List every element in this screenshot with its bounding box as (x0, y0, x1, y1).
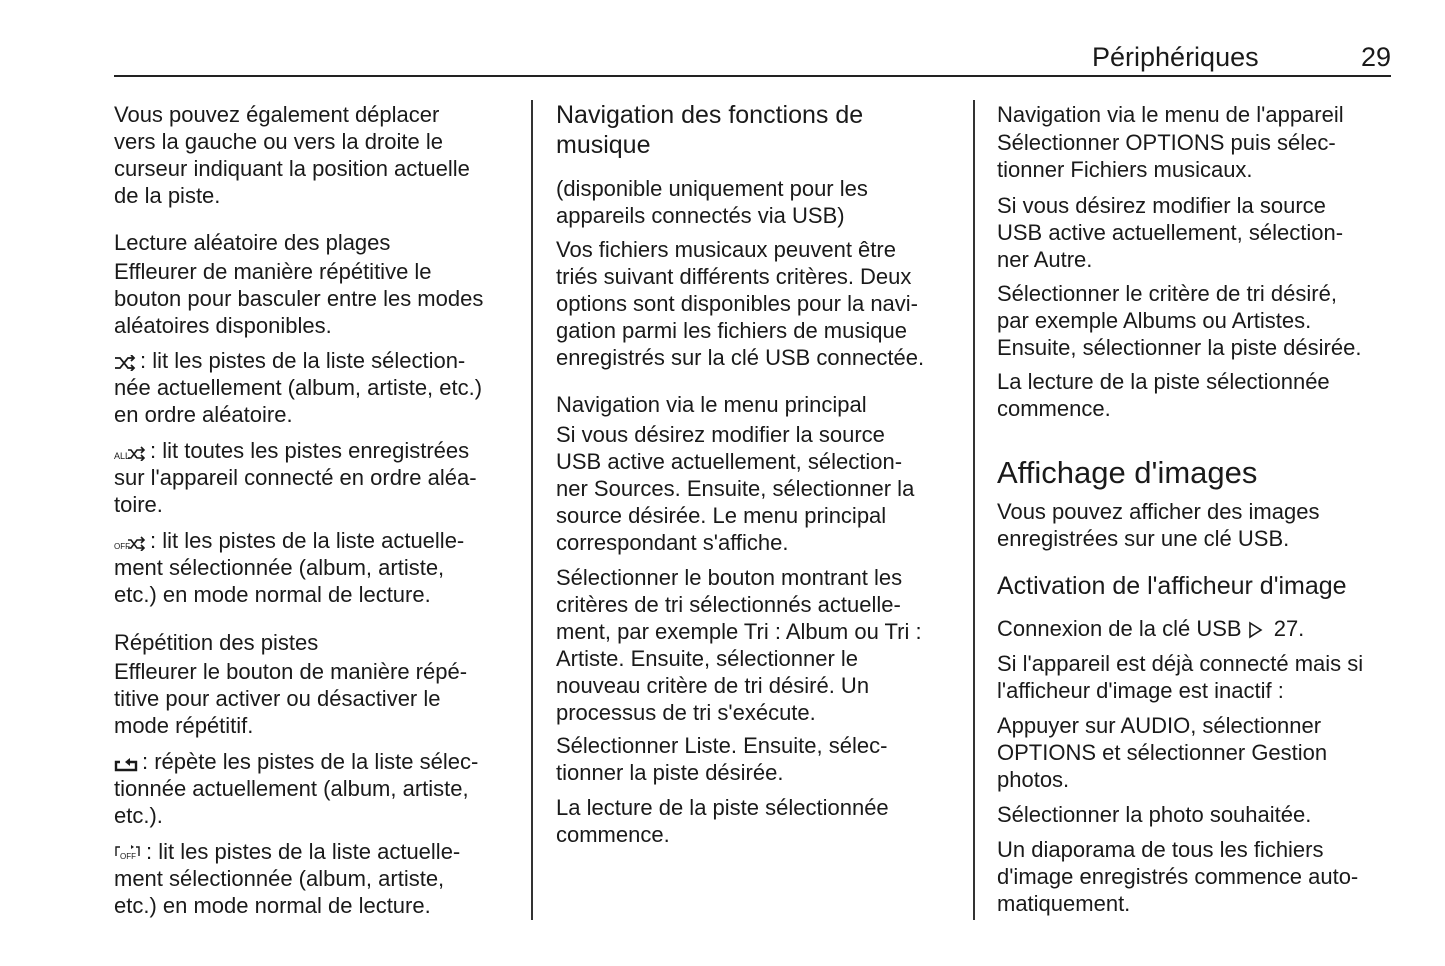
paragraph (114, 101, 470, 209)
line-text: enregistrées sur une clé USB. (997, 526, 1290, 551)
text-line (997, 307, 1361, 334)
text-line (114, 802, 478, 829)
line-text: OPTIONS et sélectionner Gestion (997, 740, 1328, 765)
line-text: enregistrés sur la clé USB connectée. (556, 345, 925, 370)
column-divider (973, 100, 975, 920)
text-line (114, 258, 483, 285)
text-line (997, 368, 1330, 395)
line-text: Sélectionner le bouton montrant les (556, 565, 903, 590)
line-text: options sont disponibles pour la navi- (556, 291, 919, 316)
paragraph-shuffle (114, 347, 482, 428)
paragraph-repeat (114, 748, 478, 829)
text-line (114, 437, 477, 464)
text-line (114, 312, 483, 339)
text-line (997, 280, 1361, 307)
text-line (556, 475, 914, 502)
repeat-icon (114, 751, 138, 778)
shuffle-off-icon (114, 530, 146, 557)
text-line (556, 794, 889, 821)
paragraph (556, 732, 887, 786)
text-line (556, 759, 887, 786)
line-text: etc.) en mode normal de lecture. (114, 582, 431, 607)
text-line (114, 401, 482, 428)
paragraph (997, 836, 1358, 917)
line-text: (disponible uniquement pour les (556, 176, 868, 201)
paragraph (997, 192, 1343, 273)
line-text: : lit les pistes de la liste actuelle- (150, 528, 465, 553)
text-line (556, 699, 922, 726)
line-text: aléatoires disponibles. (114, 313, 332, 338)
line-text: commence. (997, 396, 1111, 421)
paragraph (997, 650, 1363, 704)
paragraph (556, 564, 922, 726)
line-text: Artiste. Ensuite, sélectionner le (556, 646, 859, 671)
page-reference-link[interactable]: 27. (1267, 616, 1305, 641)
line-text: tionnée actuellement (album, artiste, (114, 776, 469, 801)
text-line (556, 564, 922, 591)
svg-text:ALL: ALL (114, 451, 131, 461)
paragraph (997, 498, 1319, 552)
line-text: ment sélectionnée (album, artiste, (114, 866, 445, 891)
line-text: gation parmi les fichiers de musique (556, 318, 907, 343)
text-line (997, 246, 1343, 273)
line-text: en ordre aléatoire. (114, 402, 293, 427)
text-line (997, 334, 1361, 361)
paragraph-shuffle-off (114, 527, 464, 608)
paragraph (997, 280, 1361, 361)
text-line (997, 615, 1304, 642)
line-text: par exemple Albums ou Artistes. (997, 308, 1312, 333)
text-line (997, 498, 1319, 525)
text-line (997, 836, 1358, 863)
text-line (556, 202, 868, 229)
line-text: mode répétitif. (114, 713, 254, 738)
repeat-off-icon (114, 841, 142, 868)
text-line (556, 732, 887, 759)
line-text: Si vous désirez modifier la source (997, 193, 1326, 218)
cross-reference-arrow-icon[interactable] (1242, 618, 1264, 645)
text-line (114, 581, 464, 608)
line-text: Connexion de la clé USB (997, 616, 1242, 641)
text-line (556, 130, 863, 160)
text-line (556, 448, 914, 475)
page-number: 29 (1360, 42, 1391, 72)
text-line (997, 525, 1319, 552)
line-text: Sélectionner Liste. Ensuite, sélec- (556, 733, 888, 758)
text-line (997, 101, 1344, 128)
line-text: ner Sources. Ensuite, sélectionner la (556, 476, 915, 501)
paragraph (556, 421, 914, 556)
text-line (114, 629, 318, 656)
line-text: ment sélectionnée (album, artiste, (114, 555, 445, 580)
paragraph (114, 658, 467, 739)
text-line (556, 672, 922, 699)
text-line (556, 529, 914, 556)
line-text: Effleurer de manière répétitive le (114, 259, 432, 284)
text-line (114, 775, 478, 802)
text-line (997, 677, 1363, 704)
subheading-device-menu (997, 101, 1344, 128)
text-line (114, 182, 470, 209)
line-text: Vos fichiers musicaux peuvent être (556, 237, 896, 262)
line-text: Vous pouvez afficher des images (997, 499, 1320, 524)
text-line (997, 455, 1257, 491)
subheading-main-menu (556, 391, 867, 418)
text-line (556, 236, 924, 263)
line-text: bouton pour basculer entre les modes (114, 286, 484, 311)
line-text: La lecture de la piste sélectionnée (997, 369, 1330, 394)
line-text: Sélectionner la photo souhaitée. (997, 802, 1312, 827)
paragraph (997, 801, 1311, 828)
line-text: : lit les pistes de la liste actuelle- (146, 839, 461, 864)
text-line (997, 863, 1358, 890)
line-text: Affichage d'images (997, 455, 1258, 490)
line-text: source désirée. Le menu principal (556, 503, 887, 528)
line-text: La lecture de la piste sélectionnée (556, 795, 889, 820)
section-title: Périphériques (1092, 42, 1259, 72)
line-text: USB active actuellement, sélection- (556, 449, 903, 474)
line-text: Effleurer le bouton de manière répé- (114, 659, 468, 684)
subheading-shuffle (114, 229, 390, 256)
line-text: l'afficheur d'image est inactif : (997, 678, 1284, 703)
text-line (114, 554, 464, 581)
line-text: Navigation des fonctions de (556, 101, 864, 129)
subheading-activation (997, 571, 1347, 601)
text-line (114, 838, 460, 865)
text-line (997, 766, 1327, 793)
line-text: ment, par exemple Tri : Album ou Tri : (556, 619, 922, 644)
line-text: processus de tri s'exécute. (556, 700, 816, 725)
heading-image-display (997, 455, 1257, 491)
paragraph (556, 175, 868, 229)
text-line (997, 192, 1343, 219)
text-line (556, 175, 868, 202)
text-line (997, 712, 1327, 739)
line-text: nouveau critère de tri désiré. Un (556, 673, 870, 698)
text-line (556, 618, 922, 645)
text-line (114, 128, 470, 155)
paragraph-shuffle-all (114, 437, 477, 518)
heading-music-navigation (556, 100, 863, 160)
line-text: de la piste. (114, 183, 221, 208)
text-line (114, 685, 467, 712)
line-text: Sélectionner le critère de tri désiré, (997, 281, 1337, 306)
svg-text:OFF: OFF (114, 542, 130, 551)
text-line (114, 347, 482, 374)
text-line (556, 290, 924, 317)
text-line (114, 374, 482, 401)
text-line (556, 344, 924, 371)
text-line (997, 219, 1343, 246)
text-line (114, 712, 467, 739)
line-text: vers la gauche ou vers la droite le (114, 129, 443, 154)
line-text: Vous pouvez également déplacer (114, 102, 440, 127)
line-text: Sélectionner OPTIONS puis sélec- (997, 130, 1336, 155)
text-line (556, 821, 889, 848)
paragraph (997, 712, 1327, 793)
shuffle-icon (114, 350, 136, 377)
line-text: matiquement. (997, 891, 1131, 916)
text-line (997, 156, 1336, 183)
text-line (114, 155, 470, 182)
text-line (556, 421, 914, 448)
line-text: toire. (114, 492, 163, 517)
line-text: née actuellement (album, artiste, etc.) (114, 375, 483, 400)
line-text: Activation de l'afficheur d'image (997, 572, 1347, 600)
line-text: curseur indiquant la position actuelle (114, 156, 470, 181)
line-text: USB active actuellement, sélection- (997, 220, 1344, 245)
line-text: Lecture aléatoire des plages (114, 230, 391, 255)
paragraph (556, 236, 924, 371)
text-line (556, 391, 867, 418)
line-text: : lit les pistes de la liste sélection- (140, 348, 466, 373)
line-text: photos. (997, 767, 1070, 792)
text-line (114, 229, 390, 256)
text-line (114, 285, 483, 312)
text-line (114, 865, 460, 892)
text-line (997, 650, 1363, 677)
text-line (114, 748, 478, 775)
text-line (997, 129, 1336, 156)
text-line (114, 892, 460, 919)
column-divider (531, 100, 533, 920)
text-line (556, 317, 924, 344)
header-divider (114, 75, 1391, 77)
line-text: commence. (556, 822, 670, 847)
paragraph (997, 368, 1330, 422)
text-line (114, 101, 470, 128)
line-text: appareils connectés via USB) (556, 203, 845, 228)
line-text: Répétition des pistes (114, 630, 319, 655)
line-text: d'image enregistrés commence auto- (997, 864, 1359, 889)
text-line (997, 395, 1330, 422)
line-text: titive pour activer ou désactiver le (114, 686, 441, 711)
line-text: tionner la piste désirée. (556, 760, 784, 785)
line-text: critères de tri sélectionnés actuelle- (556, 592, 901, 617)
text-line (997, 801, 1311, 828)
line-text: correspondant s'affiche. (556, 530, 789, 555)
shuffle-all-icon (114, 440, 146, 467)
line-text: Navigation via le menu de l'appareil (997, 102, 1344, 127)
text-line (114, 464, 477, 491)
line-text: ner Autre. (997, 247, 1093, 272)
paragraph-usb-connection (997, 615, 1304, 642)
line-text: : lit toutes les pistes enregistrées (150, 438, 470, 463)
paragraph (997, 129, 1336, 183)
line-text: triés suivant différents critères. Deux (556, 264, 912, 289)
line-text: : répète les pistes de la liste sélec- (142, 749, 479, 774)
line-text: Si l'appareil est déjà connecté mais si (997, 651, 1364, 676)
svg-text:OFF: OFF (120, 852, 136, 861)
text-line (114, 527, 464, 554)
text-line (997, 739, 1327, 766)
text-line (556, 100, 863, 130)
text-line (556, 502, 914, 529)
line-text: tionner Fichiers musicaux. (997, 157, 1253, 182)
text-line (556, 591, 922, 618)
paragraph (556, 794, 889, 848)
text-line (114, 658, 467, 685)
text-line (556, 645, 922, 672)
text-line (556, 263, 924, 290)
line-text: etc.) en mode normal de lecture. (114, 893, 431, 918)
text-line (997, 571, 1347, 601)
line-text: Ensuite, sélectionner la piste désirée. (997, 335, 1362, 360)
text-line (997, 890, 1358, 917)
subheading-repeat (114, 629, 318, 656)
line-text: sur l'appareil connecté en ordre aléa- (114, 465, 477, 490)
paragraph (114, 258, 483, 339)
text-line (114, 491, 477, 518)
line-text: Si vous désirez modifier la source (556, 422, 885, 447)
paragraph-repeat-off (114, 838, 460, 919)
line-text: Appuyer sur AUDIO, sélectionner (997, 713, 1322, 738)
line-text: Navigation via le menu principal (556, 392, 867, 417)
line-text: Un diaporama de tous les fichiers (997, 837, 1324, 862)
line-text: musique (556, 131, 651, 159)
line-text: etc.). (114, 803, 163, 828)
